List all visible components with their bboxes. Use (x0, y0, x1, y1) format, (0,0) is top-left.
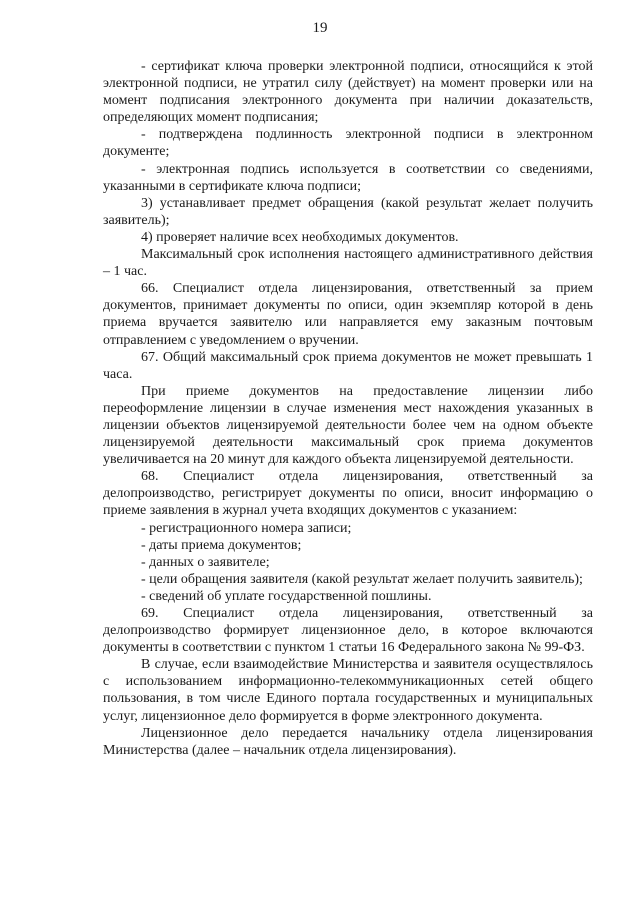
paragraph-electronic-case: В случае, если взаимодействие Министерства и заявителя осуществлялось с использованием информационно-телекоммуникационных сетей общего пользования, в том числе Единого портала государственных и муниципальных услуг, лицензионное дело формируется в форме электронного документа. (103, 657, 593, 724)
paragraph-max-time: Максимальный срок исполнения настоящего административного действия – 1 час. (103, 247, 593, 280)
paragraph-signature-authenticity: - подтверждена подлинность электронной подписи в электронном документе; (103, 127, 593, 160)
list-item-registration-number: - регистрационного номера записи; (141, 520, 352, 536)
paragraph-signature-certificate: - сертификат ключа проверки электронной подписи, относящийся к этой электронной подписи, не утратил силу (действует) на момент проверки или на момент подписания электронного документа при наличии доказательств, определяющих момент подписания; (103, 59, 593, 126)
paragraph-67: 67. Общий максимальный срок приема документов не может превышать 1 часа. (103, 349, 593, 382)
list-item-date: - даты приема документов; (141, 537, 302, 553)
page-number: 19 (312, 20, 328, 36)
list-item-purpose: - цели обращения заявителя (какой результат желает получить заявитель); (141, 571, 583, 587)
list-item-state-fee: - сведений об уплате государственной пошлины. (141, 588, 432, 604)
paragraph-69: 69. Специалист отдела лицензирования, ответственный за делопроизводство формирует лицензионное дело, в которое включаются документы в соответствии с пунктом 1 статьи 16 Федерального закона № 99-ФЗ. (103, 606, 593, 656)
paragraph-66: 66. Специалист отдела лицензирования, ответственный за прием документов, принимает документы по описи, один экземпляр которой в день приема вручается заявителю или направляется ему заказным почтовым отправлением с уведомлением о вручении. (103, 281, 593, 348)
paragraph-item-3: 3) устанавливает предмет обращения (какой результат желает получить заявитель); (103, 195, 593, 228)
paragraph-signature-usage: - электронная подпись используется в соответствии со сведениями, указанными в сертификате ключа подписи; (103, 161, 593, 194)
document-body (103, 58, 593, 759)
list-item-applicant-data: - данных о заявителе; (141, 554, 270, 570)
paragraph-case-transfer: Лицензионное дело передается начальнику отдела лицензирования Министерства (далее – начальник отдела лицензирования). (103, 725, 593, 758)
paragraph-68: 68. Специалист отдела лицензирования, ответственный за делопроизводство, регистрирует документы по описи, вносит информацию о приеме заявления в журнал учета входящих документов с указанием: (103, 469, 593, 519)
paragraph-item-4: 4) проверяет наличие всех необходимых документов. (141, 229, 459, 245)
paragraph-67-extension: При приеме документов на предоставление лицензии либо переоформление лицензии в случае изменения мест нахождения указанных в лицензии объектов лицензируемой деятельности более чем на одном объекте лицензируемой деятельности максимальный срок приема документов увеличивается на 20 минут для каждого объекта лицензируемой деятельности. (103, 383, 593, 468)
